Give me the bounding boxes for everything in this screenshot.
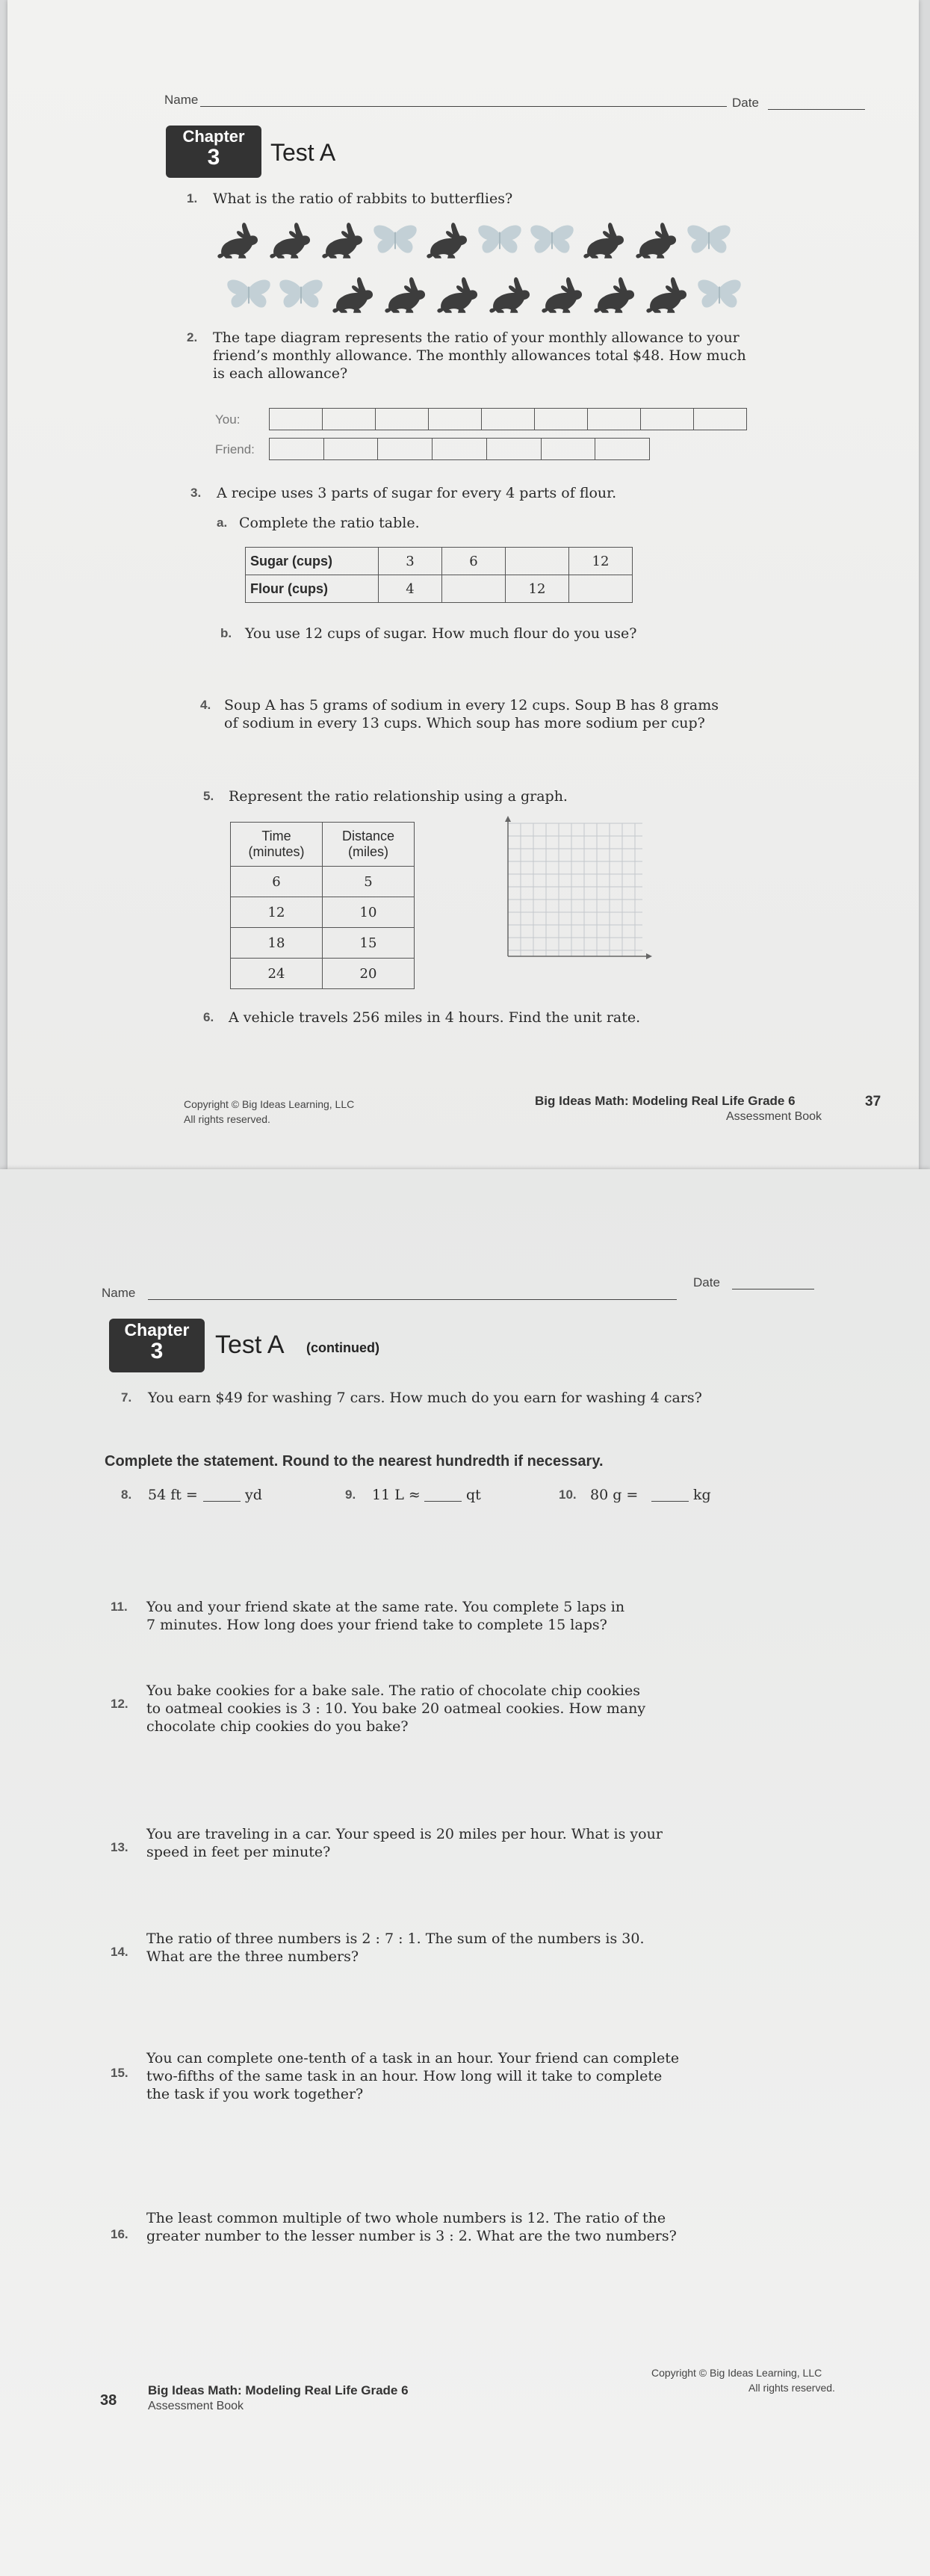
q11-text: You and your friend skate at the same rate. You complete 5 laps in 7 minutes. How long does your friend take to complete 15 laps? [146,1599,625,1633]
page-38 [0,1169,930,2576]
date-label: Date [732,96,759,110]
q15-text: You can complete one-tenth of a task in an hour. Your friend can complete two-fifths of the same task in an hour. How long will it take to complete the task if you work together? [146,2050,680,2102]
q10-unit: kg [693,1487,711,1503]
table-cell: 4 [379,575,442,603]
chapter-label: Chapter [124,1320,190,1340]
name-line [148,1299,677,1300]
chapter-number: 3 [150,1339,164,1363]
q9-number: 9. [345,1487,356,1502]
ratio-table [245,547,633,603]
table-cell: 3 [379,548,442,575]
name-label: Name [102,1286,136,1300]
q6-number: 6. [203,1010,214,1024]
table-cell: 12 [506,575,569,603]
butterfly-icon [278,275,324,315]
q9-answer-blank[interactable] [424,1501,462,1502]
rabbit-icon [382,275,429,315]
q9-left: 11 L ≈ [372,1487,421,1503]
blank-coordinate-grid[interactable] [500,816,654,965]
footer-rights: All rights reserved. [184,1113,270,1125]
tape-friend-label: Friend: [215,442,255,456]
table-cell: 12 [569,548,633,575]
flour-header: Flour (cups) [246,575,379,603]
title-suffix: (continued) [306,1340,379,1355]
q3b-letter: b. [220,626,232,640]
test-title: Test A [270,139,336,166]
time-distance-table [230,822,415,989]
tape-diagram-you [269,408,747,430]
footer-subtitle: Assessment Book [148,2400,244,2412]
rabbit-icon [215,220,261,261]
butterfly-icon [372,220,418,261]
q8-answer-blank[interactable] [203,1501,241,1502]
q8-unit: yd [245,1487,262,1503]
footer-book-title: Big Ideas Math: Modeling Real Life Grade 6 [535,1094,796,1108]
q3-text: A recipe uses 3 parts of sugar for every 4 parts of flour. [217,485,617,501]
q14-number: 14. [111,1945,128,1959]
rabbit-icon [644,275,690,315]
butterfly-icon [529,220,575,261]
tape-you-label: You: [215,412,241,427]
footer-copyright: Copyright © Big Ideas Learning, LLC [184,1098,355,1110]
rabbit-icon [592,275,638,315]
footer-subtitle: Assessment Book [726,1110,822,1123]
sugar-header: Sugar (cups) [246,548,379,575]
table-cell-blank[interactable] [569,575,633,603]
page-number: 38 [100,2392,117,2409]
footer-book-title: Big Ideas Math: Modeling Real Life Grade 6 [148,2383,409,2397]
page-37 [7,0,919,1169]
q2-text: The tape diagram represents the ratio of your monthly allowance to your friend’s monthly allowance. The monthly allowances total $48. How much is each allowance? [213,329,746,382]
chapter-number: 3 [207,145,220,170]
ratio-table-row-flour [246,575,633,603]
table-row: 12 10 [231,897,415,928]
q11-number: 11. [111,1600,128,1614]
q12-number: 12. [111,1697,128,1711]
table-row: 24 20 [231,959,415,989]
q5-text: Represent the ratio relationship using a graph. [229,788,568,805]
name-label: Name [164,93,199,107]
rabbit-icon [487,275,533,315]
q3a-letter: a. [217,515,228,530]
q1-icon-row-2 [226,275,743,315]
distance-header: Distance (miles) [323,823,415,867]
name-line [200,106,727,107]
q13-text: You are traveling in a car. Your speed is 20 miles per hour. What is your speed in feet per minute? [146,1826,663,1860]
ratio-table-row-sugar [246,548,633,575]
q14-text: The ratio of three numbers is 2 : 7 : 1. The sum of the numbers is 30. What are the three numbers? [146,1931,645,1965]
q16-number: 16. [111,2227,128,2241]
q4-number: 4. [200,698,211,712]
table-row: 18 15 [231,928,415,959]
q8-left: 54 ft = [148,1487,198,1503]
test-title: Test A [215,1331,285,1359]
q9-unit: qt [466,1487,481,1503]
q10-number: 10. [559,1487,577,1502]
butterfly-icon [696,275,743,315]
page-number: 37 [865,1094,881,1109]
q3-number: 3. [190,486,202,500]
footer-copyright: Copyright © Big Ideas Learning, LLC [651,2367,822,2379]
q6-text: A vehicle travels 256 miles in 4 hours. Find the unit rate. [229,1009,641,1026]
butterfly-icon [226,275,272,315]
q1-number: 1. [187,191,198,205]
q13-number: 13. [111,1840,128,1854]
table-cell-blank[interactable] [506,548,569,575]
table-cell: 6 [442,548,506,575]
section-heading: Complete the statement. Round to the nearest hundredth if necessary. [105,1453,604,1470]
chapter-label: Chapter [182,127,245,146]
rabbit-icon [633,220,680,261]
q15-number: 15. [111,2066,128,2080]
table-cell-blank[interactable] [442,575,506,603]
date-label: Date [693,1275,720,1289]
butterfly-icon [686,220,732,261]
q2-number: 2. [187,330,198,344]
q8-number: 8. [121,1487,132,1502]
butterfly-icon [477,220,523,261]
footer-rights: All rights reserved. [748,2382,835,2394]
rabbit-icon [320,220,366,261]
time-header: Time (minutes) [231,823,323,867]
q1-text: What is the ratio of rabbits to butterflies? [213,191,513,207]
tape-diagram-friend [269,438,650,460]
q5-number: 5. [203,789,214,803]
rabbit-icon [424,220,471,261]
q3a-text: Complete the ratio table. [239,515,420,531]
rabbit-icon [267,220,314,261]
rabbit-icon [435,275,481,315]
table-row: 6 5 [231,867,415,897]
chapter-badge [109,1319,205,1372]
q16-text: The least common multiple of two whole numbers is 12. The ratio of the greater number to the lesser number is 3 : 2. What are the two numbers? [146,2210,677,2244]
q10-answer-blank[interactable] [651,1501,689,1502]
chapter-badge [166,126,261,178]
q12-text: You bake cookies for a bake sale. The ratio of chocolate chip cookies to oatmeal cookies is 3 : 10. You bake 20 oatmeal cookies. How many chocolate chip cookies do you bake? [146,1682,646,1735]
q4-text: Soup A has 5 grams of sodium in every 12 cups. Soup B has 8 grams of sodium in every 13 cups. Which soup has more sodium per cup? [224,697,719,731]
date-line [768,109,865,110]
q10-left: 80 g = [590,1487,639,1503]
rabbit-icon [539,275,586,315]
rabbit-icon [581,220,627,261]
q7-text: You earn $49 for washing 7 cars. How much do you earn for washing 4 cars? [148,1390,702,1406]
q3b-text: You use 12 cups of sugar. How much flour do you use? [245,625,637,642]
rabbit-icon [330,275,376,315]
q7-number: 7. [121,1390,132,1405]
q1-icon-row-1 [215,220,732,261]
